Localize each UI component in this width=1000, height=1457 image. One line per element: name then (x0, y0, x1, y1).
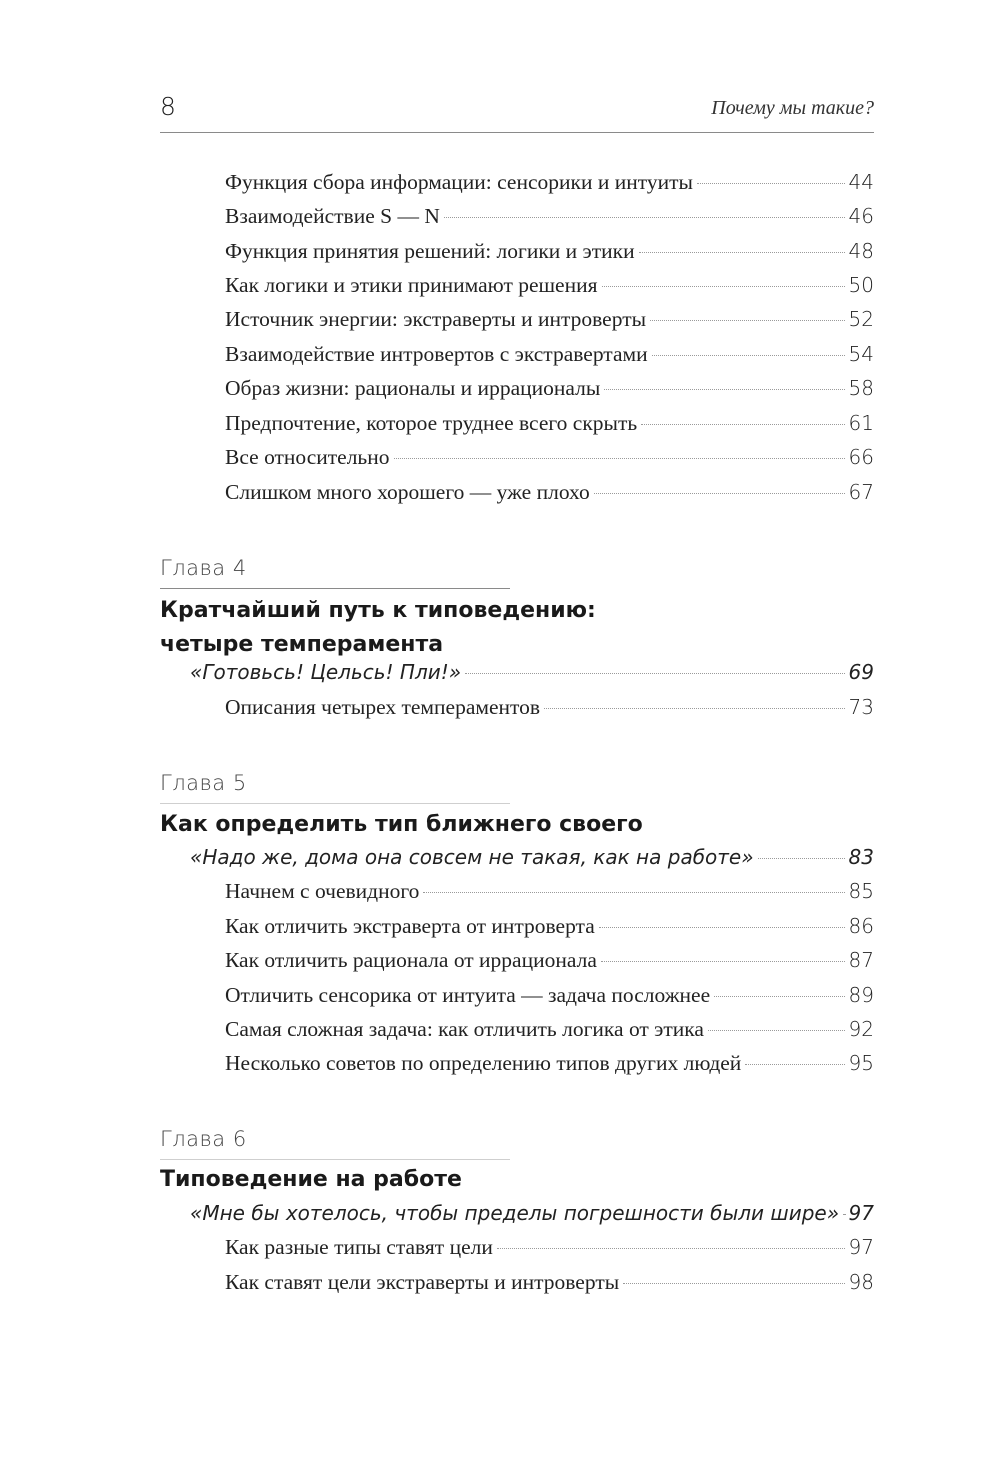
toc-entry[interactable] (225, 879, 874, 909)
dot-leader (652, 355, 845, 356)
dot-leader (843, 1214, 845, 1215)
dot-leader (444, 217, 845, 218)
toc-entry-page: 86 (848, 914, 874, 938)
toc-entry[interactable] (225, 411, 874, 441)
toc-entry-title: Как отличить экстраверта от интроверта (225, 914, 595, 938)
toc-entry-page: 92 (848, 1017, 874, 1041)
toc-entry[interactable] (225, 376, 874, 406)
toc-entry-page: 87 (848, 948, 874, 972)
toc-entry[interactable] (190, 660, 874, 690)
toc-entry-page: 73 (848, 695, 874, 719)
toc-entry[interactable] (225, 342, 874, 372)
chapter-title-line: Кратчайший путь к типоведению: (160, 598, 596, 623)
toc-entry-page: 58 (848, 376, 874, 400)
toc-entry-title: Все относительно (225, 445, 390, 469)
toc-entry[interactable] (225, 170, 874, 200)
dot-leader (599, 927, 845, 928)
chapter-title[interactable] (160, 594, 860, 662)
dot-leader (497, 1248, 845, 1249)
toc-entry-title: Функция сбора информации: сенсорики и интуиты (225, 170, 693, 194)
dot-leader (650, 320, 845, 321)
chapter-label: Глава 6 (160, 1127, 510, 1160)
dot-leader (594, 493, 845, 494)
toc-entry[interactable] (225, 1051, 874, 1081)
chapter-label: Глава 5 (160, 771, 510, 804)
toc-entry[interactable] (225, 1235, 874, 1265)
toc-entry-title: Описания четырех темпераментов (225, 695, 541, 719)
chapter-title-line: Как определить тип ближнего своего (160, 812, 643, 837)
toc-entry-page: 46 (848, 204, 874, 228)
dot-leader (708, 1030, 845, 1031)
toc-entry-title: «Надо же, дома она совсем не такая, как на работе» (190, 845, 754, 869)
chapter-title-line: четыре темперамента (160, 632, 444, 657)
dot-leader (394, 458, 845, 459)
toc-entry[interactable] (225, 1270, 874, 1300)
toc-entry-title: Взаимодействие интровертов с экстравертами (225, 342, 648, 366)
toc-entry-title: Предпочтение, которое труднее всего скрыть (225, 411, 638, 435)
toc-entry[interactable] (225, 204, 874, 234)
dot-leader (423, 892, 844, 893)
dot-leader (714, 996, 844, 997)
chapter-title-line: Типоведение на работе (160, 1167, 462, 1192)
chapter-title[interactable] (160, 808, 860, 842)
dot-leader (639, 252, 845, 253)
dot-leader (544, 708, 845, 709)
toc-entry-title: Самая сложная задача: как отличить логика от этика (225, 1017, 704, 1041)
toc-entry-title: «Готовьсь! Цельсь! Пли!» (190, 660, 462, 684)
chapter-label: Глава 4 (160, 556, 510, 589)
toc-entry-title: Как разные типы ставят цели (225, 1235, 493, 1259)
toc-entry-title: Несколько советов по определению типов других людей (225, 1051, 742, 1075)
toc-entry-page: 97 (848, 1235, 874, 1259)
toc-entry-page: 52 (848, 307, 874, 331)
toc-entry[interactable] (225, 983, 874, 1013)
toc-entry-title: Как логики и этики принимают решения (225, 273, 598, 297)
dot-leader (602, 286, 845, 287)
toc-entry-page: 67 (848, 480, 874, 504)
chapter-title[interactable] (160, 1163, 860, 1197)
dot-leader (758, 858, 845, 859)
toc-entry-title: Взаимодействие S — N (225, 204, 440, 228)
toc-entry-title: «Мне бы хотелось, чтобы пределы погрешности были шире» (190, 1201, 840, 1225)
toc-entry-page: 44 (848, 170, 874, 194)
toc-entry-page: 85 (848, 879, 874, 903)
page-number: 8 (160, 92, 176, 121)
toc-entry[interactable] (225, 948, 874, 978)
toc-entry-title: Функция принятия решений: логики и этики (225, 239, 635, 263)
toc-entry-page: 61 (848, 411, 874, 435)
toc-entry-page: 95 (848, 1051, 874, 1075)
toc-entry[interactable] (225, 239, 874, 269)
toc-entry-title: Образ жизни: рационалы и иррационалы (225, 376, 601, 400)
toc-entry[interactable] (225, 695, 874, 725)
toc-entry-page: 54 (848, 342, 874, 366)
toc-entry-title: Как отличить рационала от иррационала (225, 948, 597, 972)
toc-entry[interactable] (225, 1017, 874, 1047)
toc-entry-page: 50 (848, 273, 874, 297)
toc-entry-page: 48 (848, 239, 874, 263)
dot-leader (697, 183, 845, 184)
toc-entry-page: 83 (848, 845, 874, 869)
dot-leader (601, 961, 845, 962)
dot-leader (641, 424, 844, 425)
running-title: Почему мы такие? (711, 97, 874, 119)
toc-entry-page: 97 (848, 1201, 874, 1225)
toc-entry-page: 89 (848, 983, 874, 1007)
toc-entry-title: Источник энергии: экстраверты и интроверты (225, 307, 647, 331)
dot-leader (465, 673, 844, 674)
toc-entry[interactable] (225, 914, 874, 944)
toc-entry-title: Как ставят цели экстраверты и интроверты (225, 1270, 620, 1294)
toc-entry-page: 69 (848, 660, 874, 684)
toc-entry[interactable] (225, 273, 874, 303)
toc-entry[interactable] (190, 1201, 874, 1231)
toc-entry[interactable] (190, 845, 874, 875)
toc-entry-title: Отличить сенсорика от интуита — задача посложнее (225, 983, 711, 1007)
toc-entry-page: 98 (848, 1270, 874, 1294)
toc-entry[interactable] (225, 307, 874, 337)
dot-leader (604, 389, 844, 390)
toc-entry[interactable] (225, 480, 874, 510)
toc-entry-page: 66 (848, 445, 874, 469)
toc-entry-title: Слишком много хорошего — уже плохо (225, 480, 590, 504)
toc-entry[interactable] (225, 445, 874, 475)
page-header (160, 92, 874, 133)
dot-leader (623, 1283, 844, 1284)
dot-leader (745, 1064, 844, 1065)
toc-entry-title: Начнем с очевидного (225, 879, 420, 903)
